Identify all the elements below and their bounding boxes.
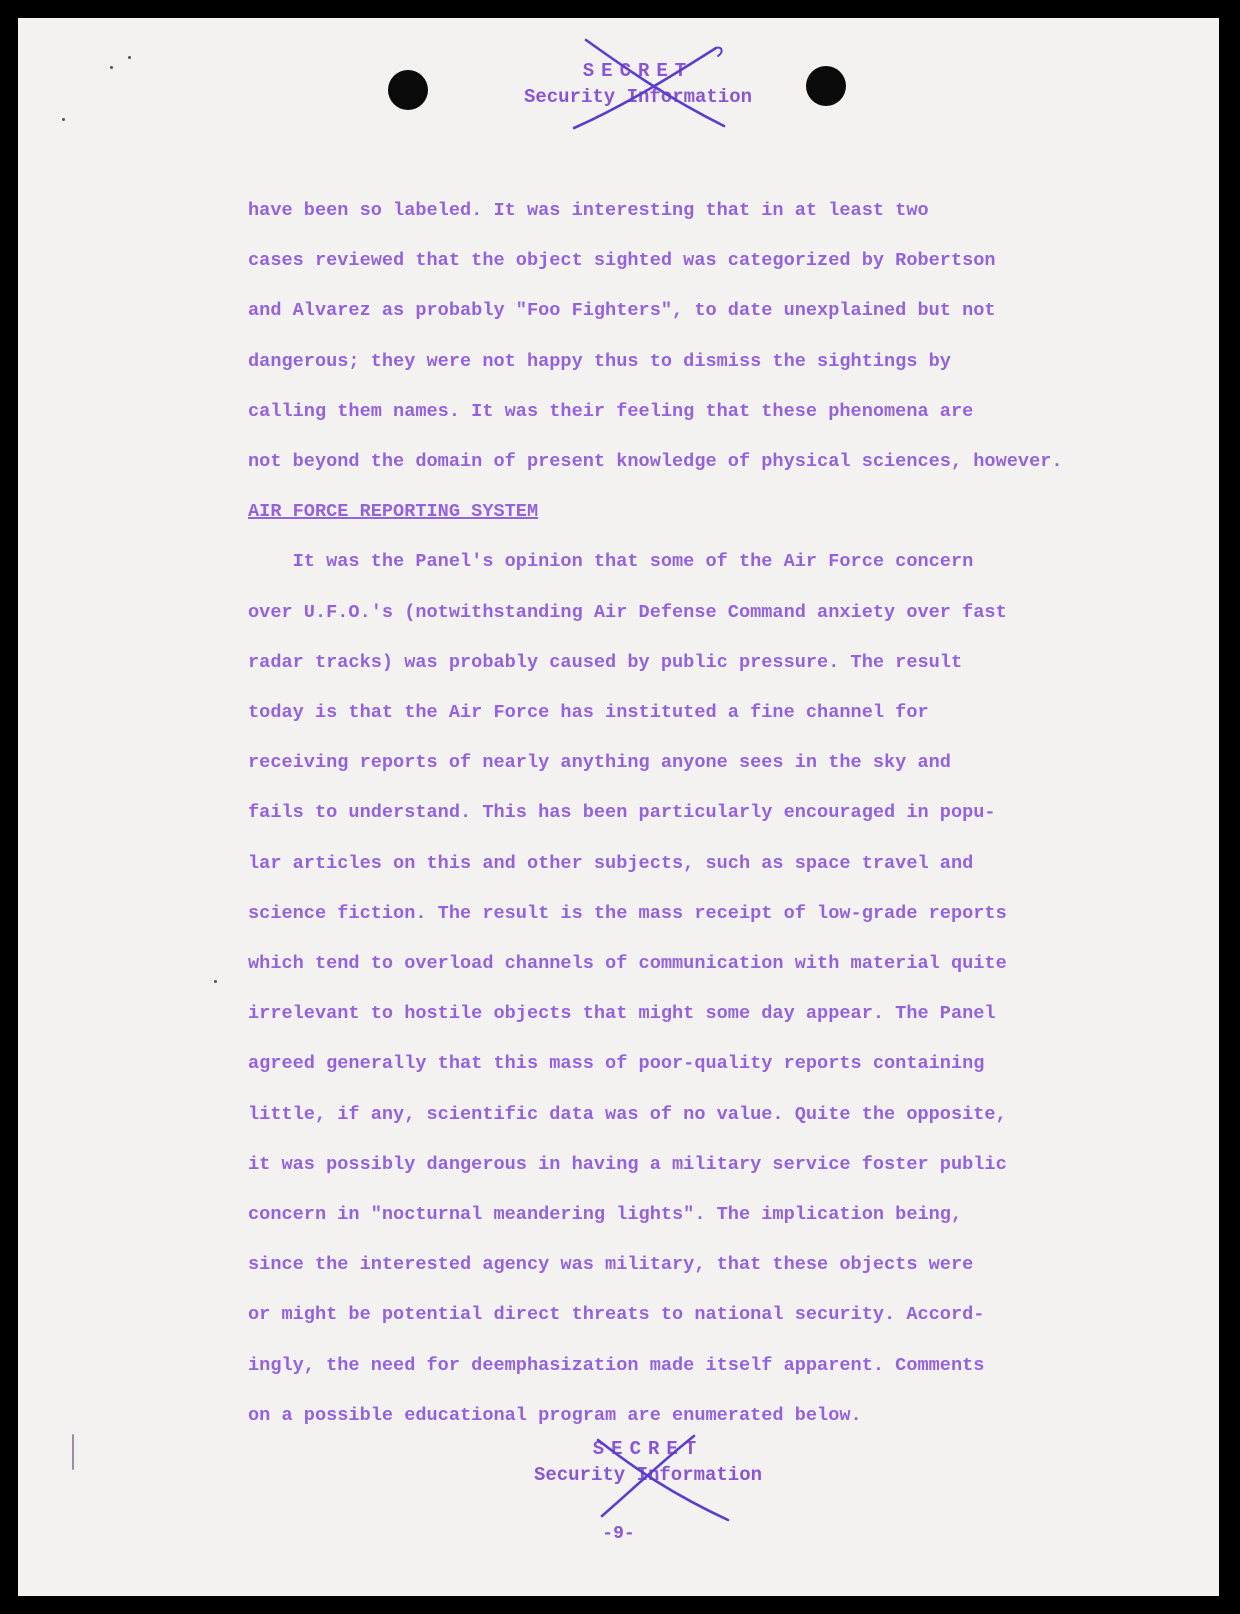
text-line: It was the Panel's opinion that some of the Air Force concern — [248, 551, 974, 573]
text-line: calling them names. It was their feeling that these phenomena are — [248, 400, 974, 422]
text-line: receiving reports of nearly anything anyone sees in the sky and — [248, 752, 951, 774]
text-line: cases reviewed that the object sighted was categorized by Robertson — [248, 250, 996, 272]
footer-classification: SECRET — [592, 1438, 704, 1460]
text-line: ingly, the need for deemphasization made itself apparent. Comments — [248, 1354, 985, 1376]
text-line: since the interested agency was military, that these objects were — [248, 1254, 974, 1276]
text-line: which tend to overload channels of communication with material quite — [248, 953, 1007, 975]
text-line: and Alvarez as probably "Foo Fighters", to date unexplained but not — [248, 300, 996, 322]
header-security-info: Security Information — [523, 86, 753, 108]
section-heading: AIR FORCE REPORTING SYSTEM — [248, 501, 539, 523]
text-line: science fiction. The result is the mass receipt of low-grade reports — [248, 902, 1007, 924]
text-line: concern in "nocturnal meandering lights". The implication being, — [248, 1204, 963, 1226]
text-line: or might be potential direct threats to national security. Accord- — [248, 1304, 985, 1326]
header-classification: SECRET — [582, 60, 694, 82]
text-line: today is that the Air Force has instituted a fine channel for — [248, 702, 929, 724]
text-line: over U.F.O.'s (notwithstanding Air Defense Command anxiety over fast — [248, 601, 1007, 623]
speck — [214, 980, 217, 983]
document-page — [18, 18, 1219, 1596]
text-line: irrelevant to hostile objects that might some day appear. The Panel — [248, 1003, 996, 1025]
text-line: dangerous; they were not happy thus to dismiss the sightings by — [248, 350, 951, 372]
text-line: have been so labeled. It was interesting that in at least two — [248, 200, 929, 221]
text-line: on a possible educational program are enumerated below. — [248, 1404, 862, 1426]
text-line: agreed generally that this mass of poor-quality reports containing — [248, 1053, 985, 1075]
page-number: -9- — [602, 1524, 635, 1544]
text-line: lar articles on this and other subjects, such as space travel and — [248, 852, 974, 874]
text-line: not beyond the domain of present knowledge of physical sciences, however. — [248, 451, 1063, 473]
text-line: it was possibly dangerous in having a military service foster public — [248, 1153, 1007, 1175]
document-body — [248, 186, 1148, 1441]
footer-security-info: Security Information — [533, 1464, 763, 1486]
text-line: fails to understand. This has been particularly encouraged in popu- — [248, 802, 996, 824]
text-line: little, if any, scientific data was of no value. Quite the opposite, — [248, 1103, 1007, 1125]
text-line: radar tracks) was probably caused by public pressure. The result — [248, 651, 963, 673]
